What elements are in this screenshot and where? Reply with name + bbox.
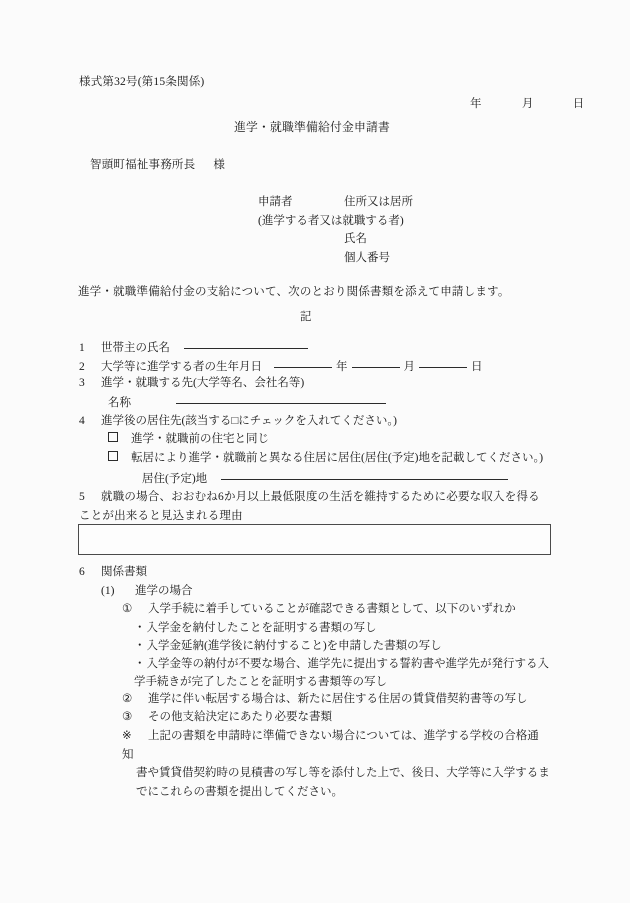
item-3-number: 3 (79, 377, 85, 389)
item-6-circle-3 (122, 709, 332, 726)
date-day-label: 日 (572, 98, 585, 110)
item-6-note-line-1: 上記の書類を申請時に準備できない場合については、進学する学校の合格通知 (122, 730, 539, 761)
item-4-residence (79, 413, 397, 430)
item-2-year-unit: 年 (336, 361, 348, 373)
item-6-bullet-1-text: 入学金を納付したことを証明する書類の写し (146, 622, 377, 634)
item-4-number: 4 (79, 415, 85, 427)
item-6-circle-1-label: 入学手続に着手していることが確認できる書類として、以下のいずれか (148, 603, 516, 615)
item-4-choice-1[interactable] (108, 431, 269, 448)
item-1-input[interactable] (184, 337, 308, 349)
date-year-label: 年 (470, 98, 482, 110)
item-2-year-input[interactable] (274, 356, 332, 368)
item-3-name-row (108, 392, 386, 412)
item-6-label: 関係書類 (101, 566, 147, 578)
item-3-name-label: 名称 (108, 397, 131, 409)
applicant-name-row (258, 230, 413, 249)
item-2-month-input[interactable] (352, 356, 400, 368)
bullet-dot-icon: ・ (134, 640, 146, 652)
item-2-number: 2 (79, 361, 85, 373)
checkbox-icon[interactable] (108, 451, 118, 461)
item-2-day-input[interactable] (419, 356, 467, 368)
item-2-label: 大学等に進学する者の生年月日 (101, 361, 262, 373)
item-5-income-reason (79, 488, 549, 525)
applicant-address-row (258, 193, 413, 212)
item-6-circle-3-label: その他支給決定にあたり必要な書類 (148, 711, 332, 723)
item-5-label-line2: ことが出来ると見込まれる理由 (79, 509, 243, 522)
item-4-label: 進学後の居住先(該当する□にチェックを入れてください。) (101, 415, 398, 427)
applicant-personal-number-row (258, 249, 413, 268)
ki-mark: 記 (300, 311, 312, 323)
item-6-circle-3-marker: ③ (122, 711, 133, 723)
item-4-choice-2[interactable] (108, 450, 543, 467)
item-6-note-line-3: でにこれらの書類を提出してください。 (136, 785, 343, 798)
addressee-line (90, 157, 225, 174)
item-5-number: 5 (79, 491, 85, 503)
item-6-circle-2 (122, 691, 528, 708)
item-6-note-line-2: 書や賃貸借契約時の見積書の写し等を添付した上で、後日、大学等に入学するま (136, 767, 550, 780)
item-1-householder-name (79, 337, 308, 357)
item-6-bullet-3 (134, 655, 554, 691)
page-title: 進学・就職準備給付金申請書 (234, 120, 390, 134)
item-6-note-marker: ※ (122, 730, 132, 742)
item-6-note (122, 727, 550, 802)
item-3-destination (79, 375, 304, 392)
item-5-label-line1: 就職の場合、おおむね6か月以上最低限度の生活を維持するために必要な収入を得る (101, 491, 540, 503)
item-2-birthdate (79, 356, 483, 376)
item-6-circle-1 (122, 601, 516, 618)
applicant-qualifier-row: (進学する者又は就職する者) (258, 214, 404, 227)
item-6-bullet-1 (134, 619, 377, 637)
item-1-label: 世帯主の氏名 (101, 342, 170, 354)
date-line (470, 96, 584, 113)
item-3-label: 進学・就職する先(大学等名、会社名等) (101, 377, 305, 389)
applicant-personal-number-label: 個人番号 (344, 252, 390, 265)
applicant-block (258, 193, 413, 268)
item-6-bullet-2-text: 入学金延納(進学後に納付すること)を申請した書類の写し (146, 640, 442, 652)
checkbox-icon[interactable] (108, 432, 118, 442)
item-5-reason-textbox[interactable] (78, 524, 551, 555)
applicant-label: 申請者 (258, 196, 293, 208)
item-6-circle-2-label: 進学に伴い転居する場合は、新たに居住する住居の賃貸借契約書等の写し (148, 693, 528, 705)
item-4-residence-row (142, 468, 508, 488)
addressee-name: 智頭町福祉事務所長 (90, 159, 196, 171)
form-number: 様式第32号(第15条関係) (79, 76, 205, 88)
item-6-sub-1-label: 進学の場合 (135, 585, 193, 597)
item-6-bullet-3-text: 入学金等の納付が不要な場合、進学先に提出する誓約書や進学先が発行する入学手続きが完了したことを証明する書類等の写し (134, 658, 549, 689)
date-month-label: 月 (521, 98, 534, 110)
item-6-documents (79, 564, 147, 581)
item-4-choice-2-label: 転居により進学・就職前と異なる住居に居住(居住(予定)地を記載してください。) (131, 452, 544, 464)
item-6-circle-1-marker: ① (122, 603, 133, 615)
item-1-number: 1 (79, 342, 85, 354)
bullet-dot-icon: ・ (134, 658, 146, 670)
item-6-sub-1-marker: (1) (101, 585, 115, 597)
item-3-name-input[interactable] (176, 392, 386, 404)
item-4-residence-input[interactable] (221, 468, 508, 480)
item-6-sub-1 (101, 583, 193, 600)
applicant-name-label: 氏名 (344, 233, 367, 246)
bullet-dot-icon: ・ (134, 622, 146, 634)
item-4-residence-label: 居住(予定)地 (142, 473, 208, 485)
applicant-address-label: 住所又は居所 (344, 196, 413, 208)
item-2-day-unit: 日 (471, 361, 483, 373)
item-6-number: 6 (79, 566, 85, 578)
item-4-choice-1-label: 進学・就職前の住宅と同じ (131, 433, 269, 445)
addressee-honorific: 様 (213, 159, 226, 171)
item-2-month-unit: 月 (403, 361, 415, 373)
item-6-circle-2-marker: ② (122, 693, 133, 705)
item-6-bullet-2 (134, 637, 442, 655)
intro-paragraph: 進学・就職準備給付金の支給について、次のとおり関係書類を添えて申請します。 (78, 286, 510, 298)
